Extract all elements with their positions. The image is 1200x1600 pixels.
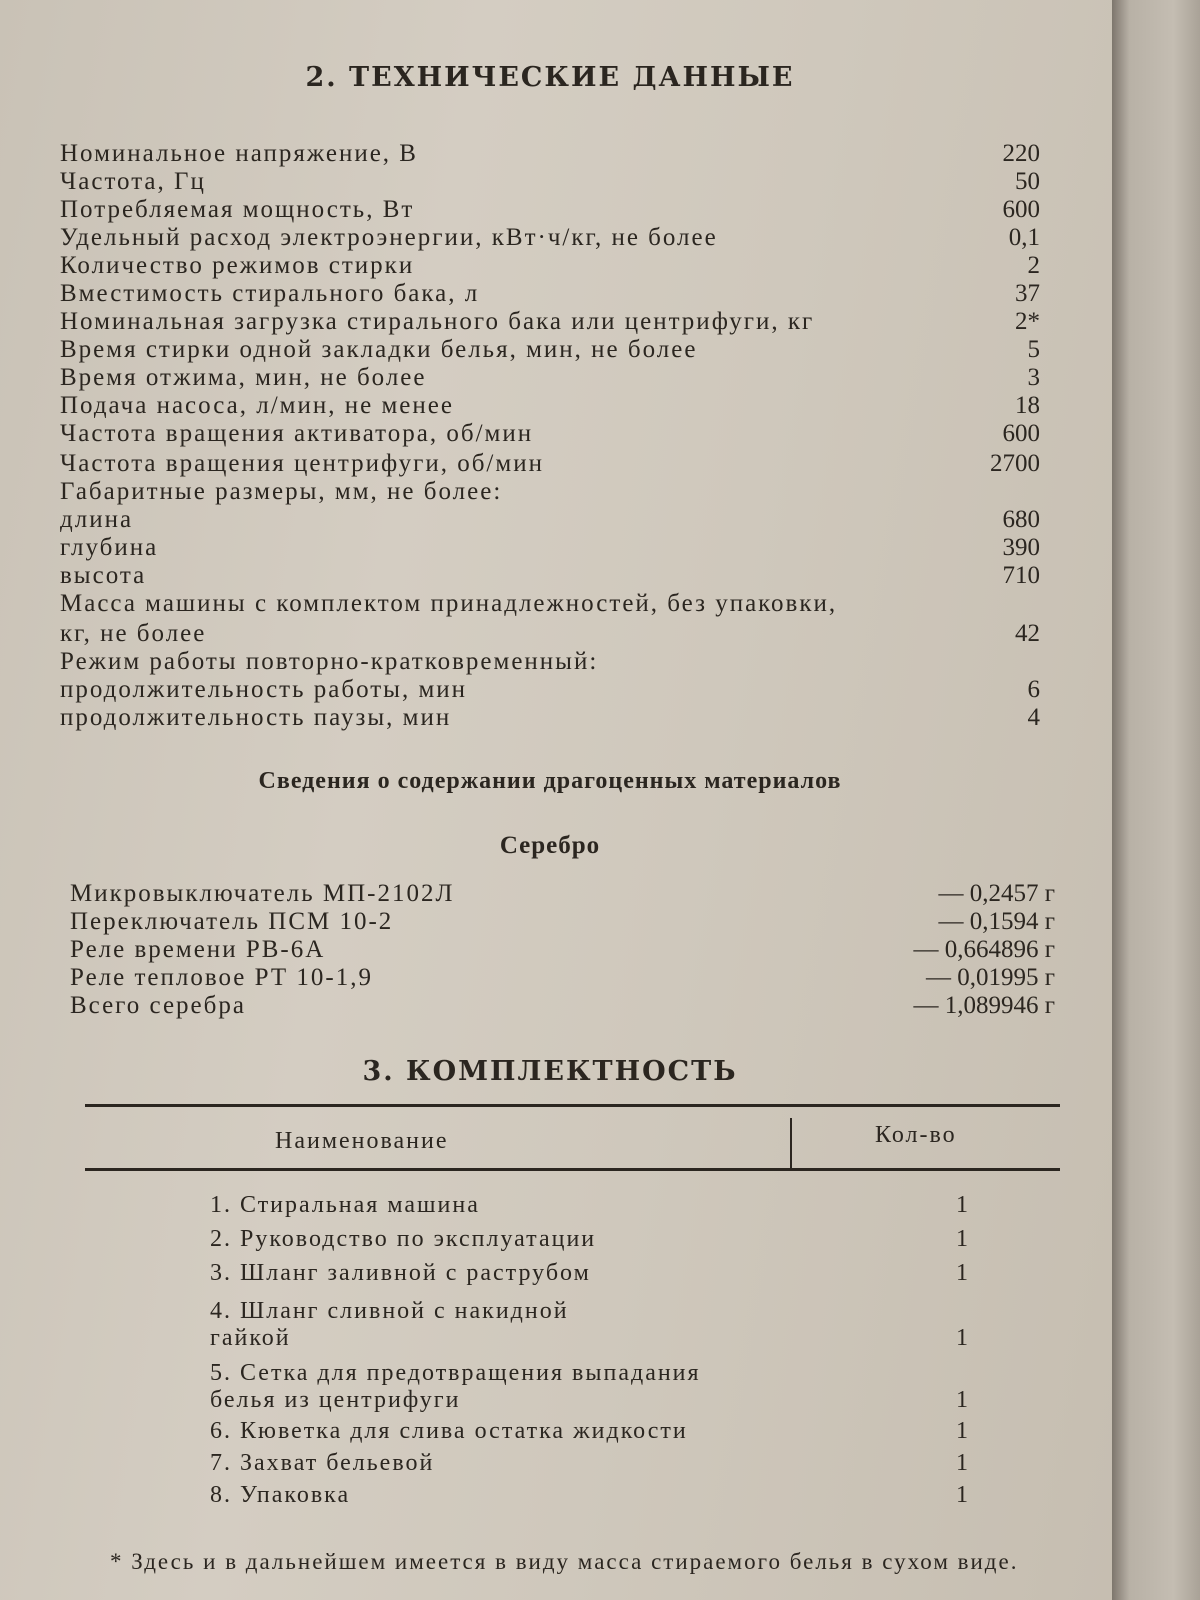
item-qty: 1 <box>956 1226 970 1252</box>
item-qty: 1 <box>956 1260 970 1286</box>
item-name: 4. Шланг сливной с накидной гайкой <box>210 1298 569 1351</box>
spec-row <box>60 364 1040 394</box>
spec-value: 2 <box>1027 252 1040 279</box>
spec-value: 4 <box>1027 704 1040 731</box>
silver-amount: — 0,2457 г <box>938 880 1055 907</box>
silver-row <box>70 964 1055 994</box>
item-name: 6. Кюветка для слива остатка жидкости <box>210 1418 688 1444</box>
spec-label: Время отжима, мин, не более <box>60 364 427 391</box>
table-row <box>210 1226 970 1253</box>
spec-row <box>60 280 1040 310</box>
spec-label: длина <box>60 506 134 533</box>
silver-row <box>70 936 1055 966</box>
spec-label: продолжительность паузы, мин <box>60 704 452 731</box>
silver-component: Микровыключатель МП-2102Л <box>70 880 455 907</box>
item-qty: 1 <box>956 1418 970 1444</box>
spec-value: 0,1 <box>1008 224 1040 251</box>
footnote: * Здесь и в дальнейшем имеется в виду масса стираемого белья в сухом виде. <box>110 1549 1019 1574</box>
spec-row <box>60 168 1040 198</box>
item-qty: 1 <box>956 1387 970 1413</box>
spec-row <box>60 534 1040 564</box>
table-row <box>210 1260 970 1287</box>
spec-label: Подача насоса, л/мин, не менее <box>60 392 454 419</box>
section-2-title: 2. ТЕХНИЧЕСКИЕ ДАННЫЕ <box>305 62 795 93</box>
silver-component: Реле времени РВ-6А <box>70 936 326 963</box>
spec-row <box>60 562 1040 592</box>
spec-row <box>60 420 1040 450</box>
table-top-rule <box>85 1104 1060 1107</box>
item-name: 7. Захват бельевой <box>210 1450 435 1476</box>
table-row <box>210 1450 970 1477</box>
spec-value: 600 <box>1002 420 1040 447</box>
spec-label: Режим работы повторно-кратковременный: <box>60 648 599 675</box>
silver-amount: — 1,089946 г <box>913 992 1055 1019</box>
spec-row <box>60 506 1040 536</box>
spec-value: 5 <box>1027 336 1040 363</box>
spec-row <box>60 590 1040 620</box>
spec-row <box>60 478 1040 508</box>
table-row <box>210 1192 970 1219</box>
spec-row <box>60 620 1040 650</box>
spec-label: глубина <box>60 534 159 561</box>
spec-label: высота <box>60 562 147 589</box>
table-column-divider <box>790 1118 792 1168</box>
spec-label: кг, не более <box>60 620 207 647</box>
spec-value: 6 <box>1027 676 1040 703</box>
spec-value: 3 <box>1027 364 1040 391</box>
next-page-edge <box>1112 0 1200 1600</box>
section-3-title: 3. КОМПЛЕКТНОСТЬ <box>362 1056 738 1087</box>
item-qty: 1 <box>956 1450 970 1476</box>
spec-value: 680 <box>1002 506 1040 533</box>
spec-value: 37 <box>1015 280 1040 307</box>
item-name: 2. Руководство по эксплуатации <box>210 1226 597 1252</box>
spec-label: Потребляемая мощность, Вт <box>60 196 415 223</box>
silver-row <box>70 908 1055 938</box>
item-name: 3. Шланг заливной с раструбом <box>210 1260 591 1286</box>
silver-component: Переключатель ПСМ 10-2 <box>70 908 394 935</box>
item-qty: 1 <box>956 1192 970 1218</box>
spec-value: 600 <box>1002 196 1040 223</box>
table-row <box>210 1418 970 1445</box>
spec-label: Номинальное напряжение, В <box>60 140 418 167</box>
spec-row <box>60 392 1040 422</box>
item-name: 5. Сетка для предотвращения выпадания белья из центрифуги <box>210 1360 701 1413</box>
spec-value: 390 <box>1002 534 1040 561</box>
spec-row <box>60 676 1040 706</box>
column-header-name: Наименование <box>275 1128 449 1154</box>
silver-component: Всего серебра <box>70 992 246 1019</box>
spec-value: 2* <box>1015 308 1040 335</box>
table-row <box>210 1360 970 1414</box>
spec-label: Габаритные размеры, мм, не более: <box>60 478 503 505</box>
table-row <box>210 1482 970 1509</box>
spec-row <box>60 308 1040 338</box>
spec-value: 220 <box>1002 140 1040 167</box>
item-qty: 1 <box>956 1482 970 1508</box>
spec-label: Удельный расход электроэнергии, кВт·ч/кг, не более <box>60 224 718 251</box>
column-header-qty: Кол-во <box>875 1122 957 1148</box>
spec-value: 710 <box>1002 562 1040 589</box>
table-header-rule <box>85 1168 1060 1171</box>
spec-row <box>60 648 1040 678</box>
spec-label: Масса машины с комплектом принадлежностей, без упаковки, <box>60 590 838 617</box>
spec-label: Частота вращения центрифуги, об/мин <box>60 450 544 477</box>
spec-label: Частота вращения активатора, об/мин <box>60 420 534 447</box>
spec-value: 50 <box>1015 168 1040 195</box>
spec-label: Количество режимов стирки <box>60 252 415 279</box>
silver-row <box>70 992 1055 1022</box>
spec-value: 42 <box>1015 620 1040 647</box>
spec-label: Частота, Гц <box>60 168 206 195</box>
item-qty: 1 <box>956 1325 970 1351</box>
spec-label: продолжительность работы, мин <box>60 676 468 703</box>
spec-row <box>60 196 1040 226</box>
spec-label: Номинальная загрузка стирального бака или центрифуги, кг <box>60 308 815 335</box>
item-name: 8. Упаковка <box>210 1482 351 1508</box>
spec-row <box>60 704 1040 734</box>
silver-subtitle: Серебро <box>499 832 601 859</box>
silver-component: Реле тепловое РТ 10-1,9 <box>70 964 373 991</box>
spec-row <box>60 450 1040 480</box>
silver-amount: — 0,664896 г <box>913 936 1055 963</box>
spec-row <box>60 140 1040 170</box>
spec-row <box>60 224 1040 254</box>
silver-amount: — 0,1594 г <box>938 908 1055 935</box>
spec-row <box>60 252 1040 282</box>
spec-label: Время стирки одной закладки белья, мин, не более <box>60 336 698 363</box>
silver-amount: — 0,01995 г <box>925 964 1055 991</box>
table-row <box>210 1298 970 1352</box>
silver-row <box>70 880 1055 910</box>
item-name: 1. Стиральная машина <box>210 1192 480 1218</box>
spec-label: Вместимость стирального бака, л <box>60 280 480 307</box>
spec-row <box>60 336 1040 366</box>
spec-value: 18 <box>1015 392 1040 419</box>
precious-materials-title: Сведения о содержании драгоценных материалов <box>258 768 842 794</box>
spec-value: 2700 <box>990 450 1040 477</box>
